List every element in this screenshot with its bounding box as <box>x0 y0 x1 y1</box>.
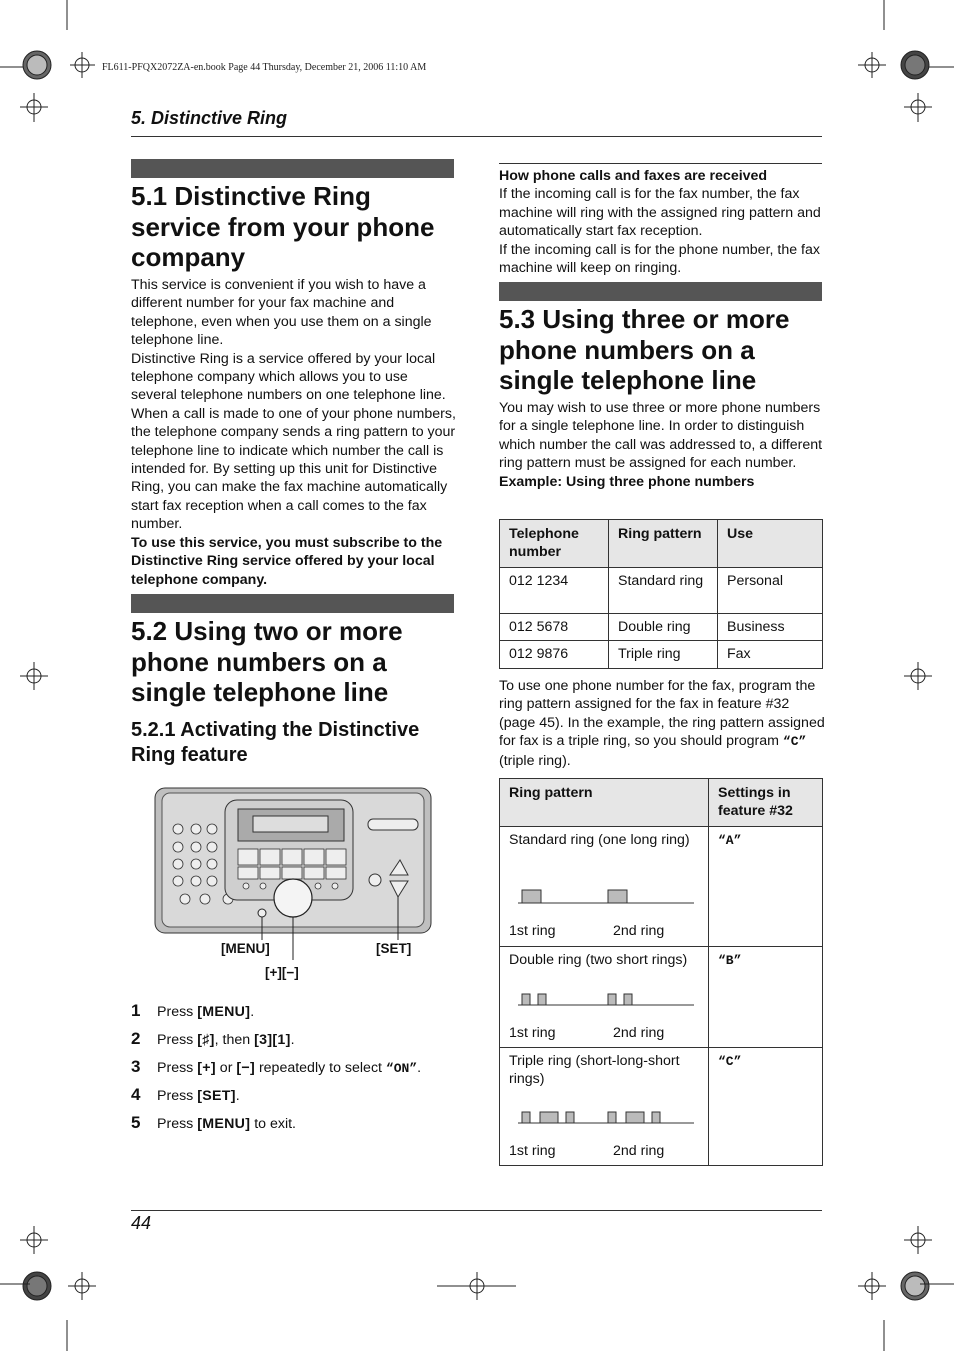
running-header: 5. Distinctive Ring <box>131 108 288 128</box>
table-cell: Standard ring <box>609 568 718 614</box>
table-row <box>500 614 823 641</box>
table-row <box>500 568 823 614</box>
ring-pattern-cell <box>500 827 709 947</box>
step-text: Press <box>157 1032 198 1048</box>
key-name: [3][1] <box>254 1032 291 1048</box>
subscription-note: To use this service, you must subscribe to the Distinctive Ring service offered by your local telephone company. <box>131 534 443 588</box>
key-name: [MENU] <box>197 1004 251 1020</box>
ring-pattern-table <box>499 778 823 1166</box>
paragraph: To use one phone number for the fax, program the ring pattern assigned for the fax in feature #32 (page 45). In the example, the ring pattern assigned for fax is a triple ring, so you should program <box>499 678 825 750</box>
ring-description: Triple ring (short-long-short rings) <box>509 1053 680 1088</box>
step-number: 3 <box>131 1057 141 1076</box>
crop-mark-bottom-center <box>437 1272 516 1300</box>
column-header: Ring pattern <box>609 520 718 568</box>
table-cell: Triple ring <box>609 641 718 668</box>
table-header-row <box>500 779 823 827</box>
section-bar <box>131 594 454 613</box>
book-slug: FL611-PFQX2072ZA-en.book Page 44 Thursday, December 21, 2006 11:10 AM <box>102 62 427 73</box>
step-text: . <box>250 1004 255 1020</box>
section-5-1-body <box>131 276 457 589</box>
table-row <box>500 827 823 947</box>
key-name: [+] <box>197 1060 216 1076</box>
table-cell: 012 9876 <box>500 641 609 668</box>
second-ring-label: 2nd ring <box>613 1025 665 1041</box>
table-cell <box>709 1048 823 1166</box>
table-row <box>500 947 823 1048</box>
step-text: Press <box>157 1004 198 1020</box>
section-title-5-2: 5.2 Using two or more phone numbers on a single telephone line <box>131 616 403 707</box>
step-item <box>131 1085 240 1105</box>
key-name: [−] <box>236 1060 255 1076</box>
table-cell: Personal <box>718 568 823 614</box>
first-ring-label: 1st ring <box>509 1143 556 1159</box>
example-label: Example: Using three phone numbers <box>499 473 755 490</box>
column-header: Use <box>718 520 823 568</box>
table-cell: 012 5678 <box>500 614 609 641</box>
standard-ring-waveform <box>518 887 694 905</box>
paragraph: If the incoming call is for the phone number, the fax machine will keep on ringing. <box>499 241 820 277</box>
first-ring-label: 1st ring <box>509 923 556 939</box>
step-item <box>131 1113 296 1133</box>
table-cell: Business <box>718 614 823 641</box>
ring-description: Standard ring (one long ring) <box>509 832 690 848</box>
paragraph: (triple ring). <box>499 752 571 769</box>
program-instructions <box>499 677 825 770</box>
step-number: 1 <box>131 1001 141 1020</box>
step-text: , then <box>214 1032 255 1048</box>
table-cell <box>709 827 823 947</box>
paragraph: If the incoming call is for the fax number, the fax machine will ring with the assigned ring pattern and automatically start fax reception. <box>499 186 821 240</box>
table-cell: 012 1234 <box>500 568 609 614</box>
phone-numbers-table <box>499 519 823 669</box>
column-header: Telephone number <box>500 520 609 568</box>
plus-minus-key-label: [+][−] <box>265 965 299 980</box>
crop-mark-top-right <box>858 0 954 122</box>
ring-pattern-cell <box>500 947 709 1048</box>
table-row <box>500 641 823 668</box>
crop-mark-left-middle <box>20 662 48 690</box>
step-number: 5 <box>131 1113 141 1132</box>
step-text: to exit. <box>250 1116 296 1132</box>
section-title-5-1: 5.1 Distinctive Ring service from your phone company <box>131 181 435 272</box>
first-ring-label: 1st ring <box>509 1025 556 1041</box>
ring-pattern-cell <box>500 1048 709 1166</box>
page-number: 44 <box>131 1213 152 1233</box>
double-ring-waveform <box>518 989 694 1007</box>
header-rule <box>131 136 822 137</box>
set-key-label: [SET] <box>376 941 412 956</box>
ring-description: Double ring (two short rings) <box>509 952 688 968</box>
key-name: [SET] <box>197 1088 236 1104</box>
setting-value: “ON” <box>385 1061 418 1076</box>
setting-value: “A” <box>718 833 742 848</box>
step-text: Press <box>157 1088 198 1104</box>
setting-value: “C” <box>782 734 807 750</box>
step-text: . <box>235 1088 240 1104</box>
table-cell <box>709 947 823 1048</box>
section-bar <box>131 159 454 178</box>
step-number: 2 <box>131 1029 141 1048</box>
table-cell: Fax <box>718 641 823 668</box>
step-item <box>131 1029 295 1049</box>
paragraph: This service is convenient if you wish to have a different number for your fax machine and telephone, even when you use them on a single telephone line. <box>131 277 432 349</box>
crop-mark-top-left <box>0 0 95 122</box>
how-calls-block <box>499 167 825 277</box>
section-5-3-body <box>499 399 825 491</box>
crop-mark-right-middle <box>904 662 932 690</box>
paragraph: Distinctive Ring is a service offered by your local telephone company which allows you to use several telephone numbers on one telephone line. When a call is made to one of your phone numbers, the telephone company sends a ring pattern to your telephone line to indicate which number the call is intended for. By setting up this unit for Distinctive Ring, you can make the fax machine automatically start fax reception when a call comes to the fax number. <box>131 350 456 533</box>
second-ring-label: 2nd ring <box>613 1143 665 1159</box>
section-bar <box>499 282 822 301</box>
section-title-5-3: 5.3 Using three or more phone numbers on a single telephone line <box>499 304 790 395</box>
column-header: Ring pattern <box>500 779 709 827</box>
step-text: . <box>290 1032 295 1048</box>
step-text: or <box>215 1060 237 1076</box>
paragraph: You may wish to use three or more phone numbers for a single telephone line. In order to distinguish which number the call was addressed to, a different ring pattern must be assigned for each number. <box>499 400 823 472</box>
step-text: Press <box>157 1060 198 1076</box>
table-header-row <box>500 520 823 568</box>
column-rule <box>499 163 822 164</box>
setting-value: “B” <box>718 953 742 968</box>
menu-key-label: [MENU] <box>221 941 270 956</box>
table-cell: Double ring <box>609 614 718 641</box>
second-ring-label: 2nd ring <box>613 923 665 939</box>
key-name: [MENU] <box>197 1116 251 1132</box>
crop-mark-bottom-right <box>858 1226 954 1351</box>
how-calls-heading: How phone calls and faxes are received <box>499 168 768 184</box>
crop-mark-bottom-left <box>0 1226 96 1351</box>
footer-rule <box>131 1210 822 1211</box>
step-text: repeatedly to select <box>255 1060 386 1076</box>
step-item <box>131 1001 254 1021</box>
step-text: . <box>417 1060 422 1076</box>
table-row <box>500 1048 823 1166</box>
triple-ring-waveform <box>518 1107 694 1125</box>
key-name: [♯] <box>197 1032 215 1048</box>
subsection-title-5-2-1: 5.2.1 Activating the Distinctive Ring feature <box>131 719 420 766</box>
step-item <box>131 1057 421 1077</box>
setting-value: “C” <box>718 1054 742 1069</box>
step-number: 4 <box>131 1085 141 1104</box>
column-header: Settings in feature #32 <box>709 779 823 827</box>
step-text: Press <box>157 1116 198 1132</box>
